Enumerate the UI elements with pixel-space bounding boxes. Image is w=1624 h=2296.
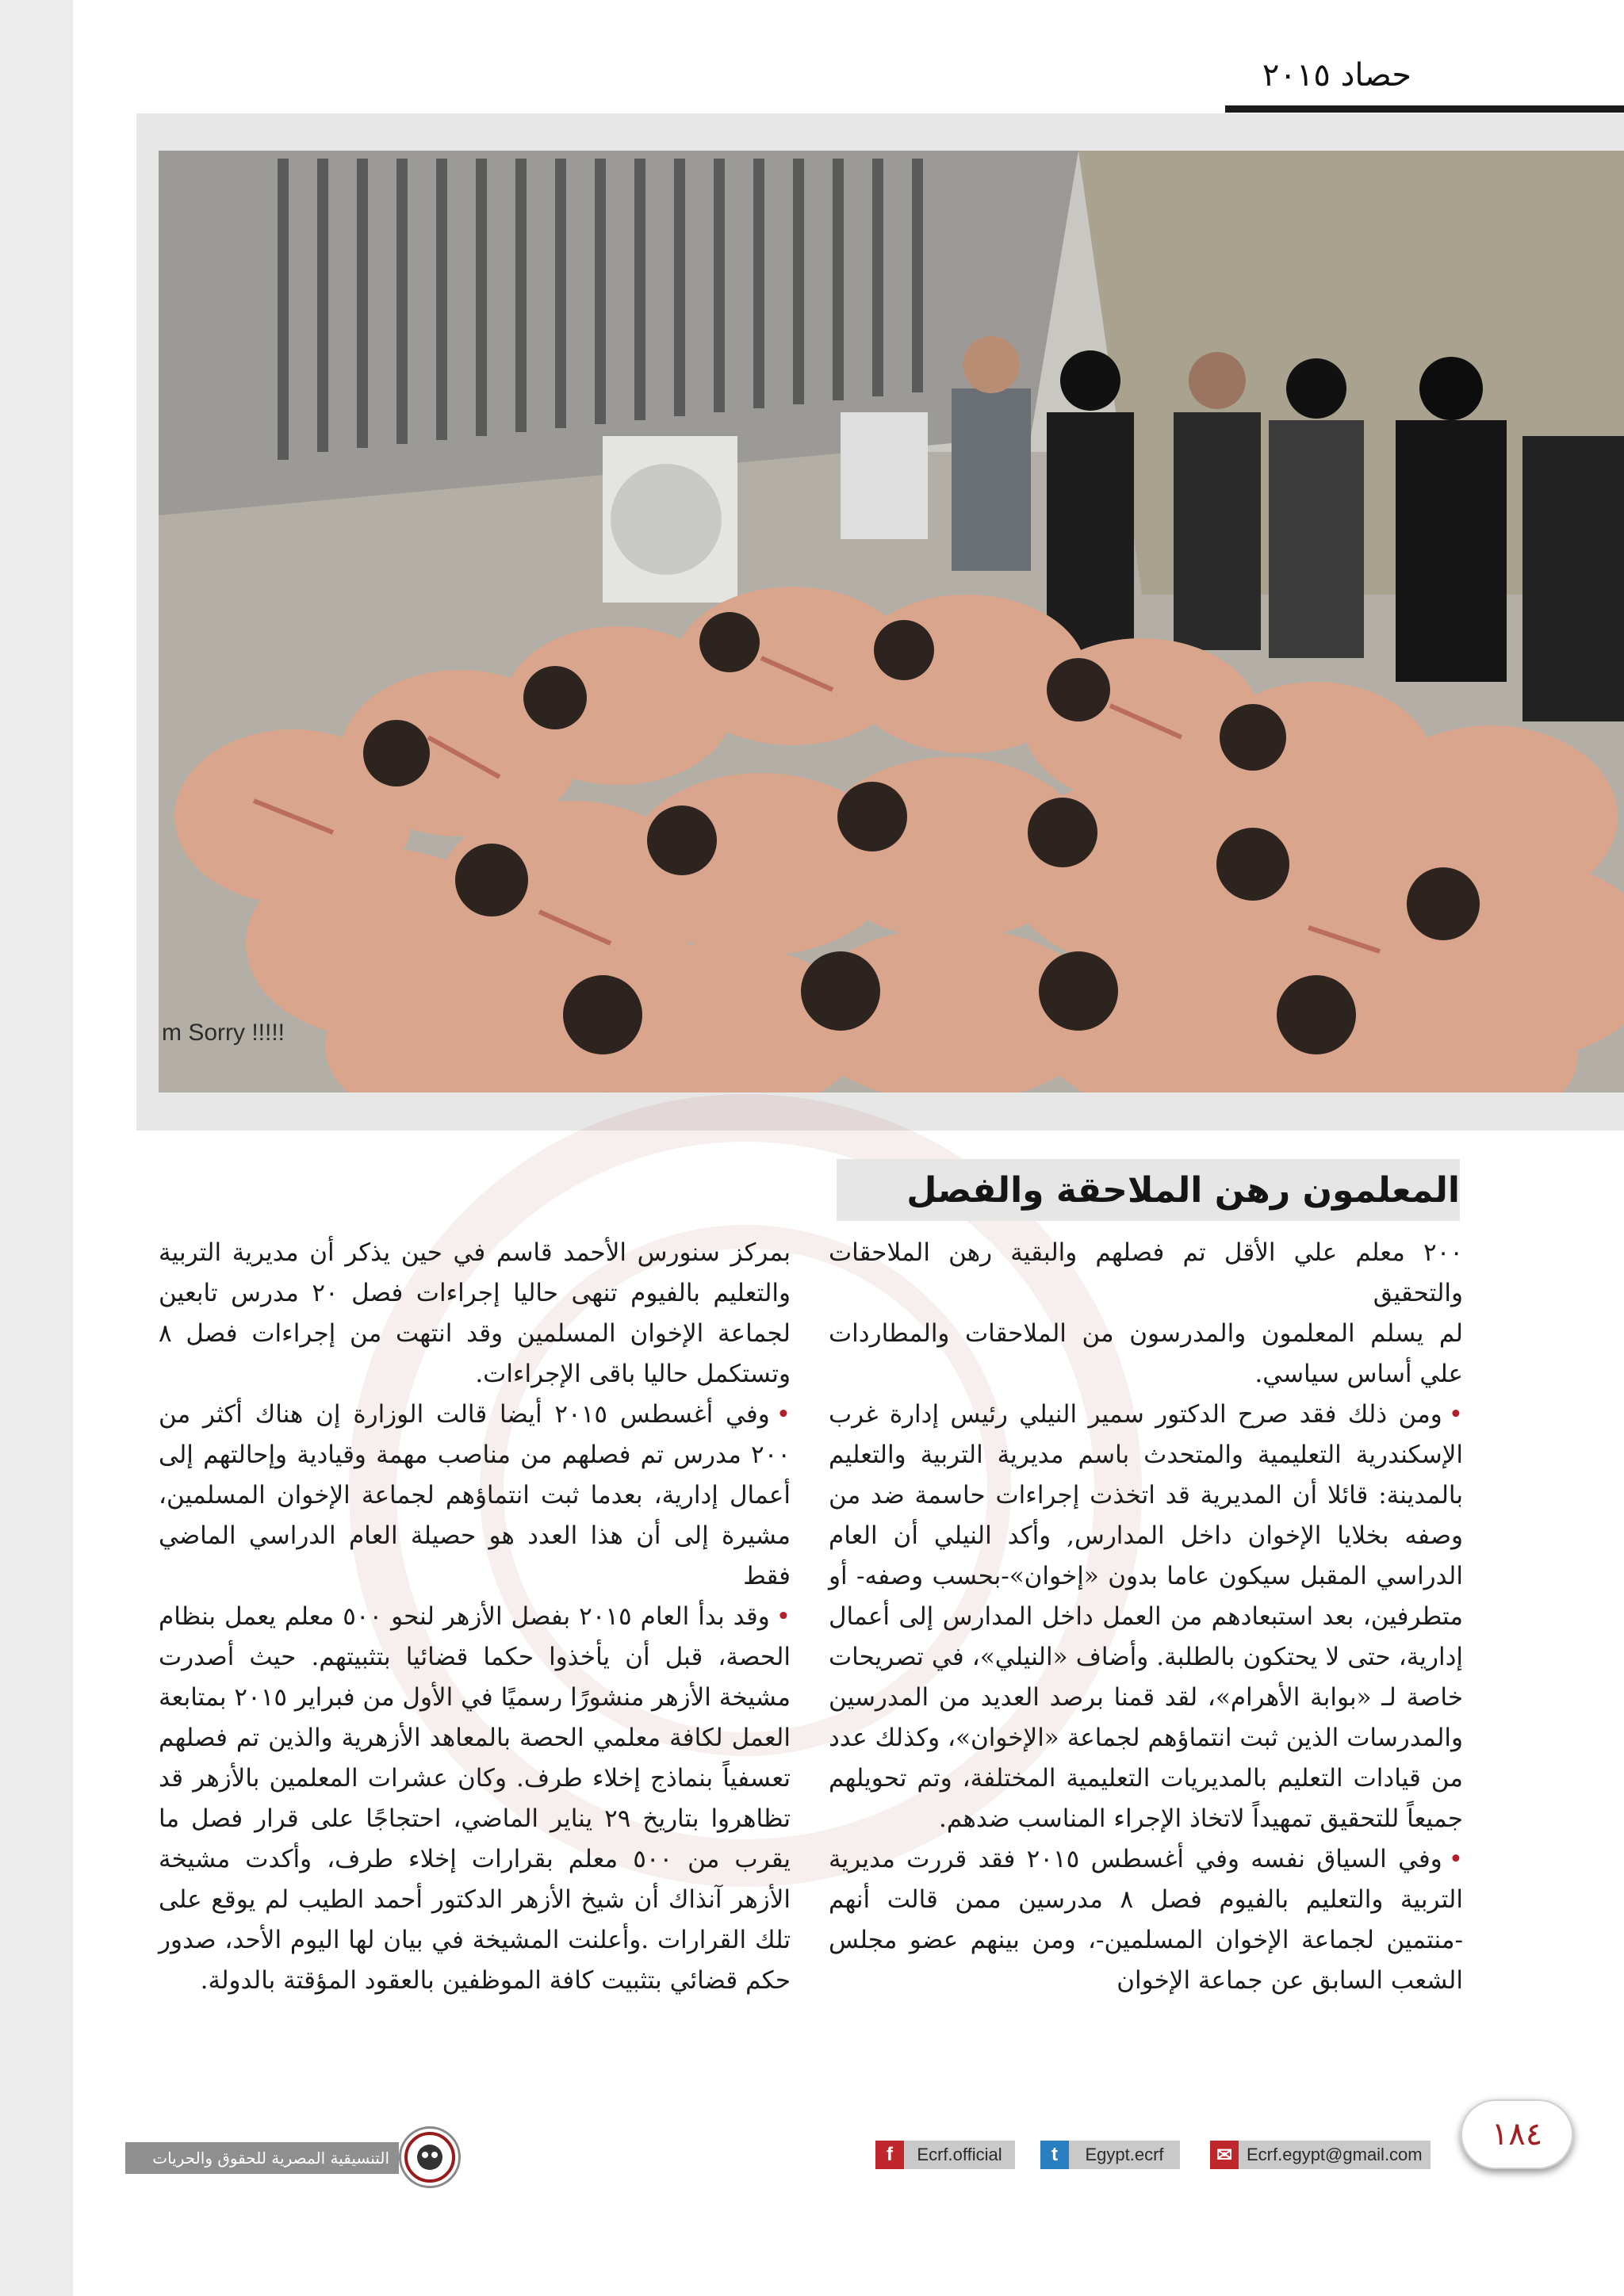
logo-emblem-icon <box>401 2129 458 2186</box>
twitter-icon: t <box>1040 2141 1069 2169</box>
running-header: حصاد ٢٠١٥ <box>1262 57 1411 94</box>
bullet-icon: • <box>776 1400 791 1429</box>
facebook-contact[interactable] <box>875 2141 1015 2169</box>
section-title: المعلمون رهن الملاحقة والفصل <box>906 1170 1460 1211</box>
twitter-contact[interactable] <box>1040 2141 1180 2169</box>
paragraph <box>159 1395 791 1597</box>
paragraph: بمركز سنورس الأحمد قاسم في حين يذكر أن مديرية التربية والتعليم بالفيوم تنهى حاليا إجراءات فصل ٢٠ مدرس تابعين لجماعة الإخوان المسلمين وقد انتهت من إجراءات فصل ٨ وتستكمل حاليا باقى الإجراءات. <box>159 1238 791 1388</box>
facebook-icon: f <box>875 2141 904 2169</box>
paragraph <box>829 1395 1463 1839</box>
paragraph-text: وفي أغسطس ٢٠١٥ أيضا قالت الوزارة إن هناك أكثر من ٢٠٠ مدرس تم فصلهم من مناصب مهمة وقيادية وإحالتهم إلى أعمال إدارية، بعدما ثبت انتماؤهم لجماعة الإخوان المسلمين، مشيرة إلى أن هذا العدد هو حصيلة العام الدراسي الماضي فقط <box>159 1400 791 1590</box>
paragraph: لم يسلم المعلمون والمدرسون من الملاحقات والمطاردات علي أساس سياسي. <box>829 1319 1463 1388</box>
photo-caption: m Sorry !!!!! <box>162 1020 285 1046</box>
paragraph-text: ومن ذلك فقد صرح الدكتور سمير النيلي رئيس إدارة غرب الإسكندرية التعليمية والمتحدث باسم مديرية التربية والتعليم بالمدينة: قائلا أن المديرية قد اتخذت إجراءات حاسمة ضد من وصفه بخلايا الإخوان داخل المدارس, وأكد النيلي أن العام الدراسي المقبل سيكون عاما بدون «إخوان»-بحسب وصفه- أو متطرفين، بعد استبعادهم من العمل داخل المدارس إلى أعمال إدارية، حتى لا يحتكون بالطلبة. وأضاف «النيلي»، في تصريحات خاصة لـ «بوابة الأهرام»، لقد قمنا برصد العديد من المدرسين والمدرسات الذين ثبت انتماؤهم لجماعة «الإخوان»، وكذلك عدد من قيادات التعليم بالمديريات التعليمية المختلفة، وتم تحويلهم جميعاً للتحقيق تمهيداً لاتخاذ الإجراء المناسب ضدهم. <box>829 1400 1463 1833</box>
email-text: Ecrf.egypt@gmail.com <box>1239 2141 1431 2169</box>
organization-logo <box>399 2126 461 2188</box>
twitter-text: Egypt.ecrf <box>1069 2141 1180 2169</box>
bullet-icon: • <box>776 1602 791 1631</box>
paragraph <box>829 1839 1463 2001</box>
article-photo <box>159 151 1624 1093</box>
article-column-left <box>159 1233 791 2001</box>
page-number-badge: ١٨٤ <box>1461 2099 1573 2169</box>
mail-icon: ✉ <box>1210 2141 1239 2169</box>
paragraph <box>159 1597 791 2001</box>
left-margin-strip <box>0 0 73 2296</box>
email-contact[interactable] <box>1210 2141 1431 2169</box>
paragraph-text: وفي السياق نفسه وفي أغسطس ٢٠١٥ فقد قررت مديرية التربية والتعليم بالفيوم فصل ٨ مدرسين ممن قالت أنهم -منتمين لجماعة الإخوان المسلمين-، ومن بينهم عضو مجلس الشعب السابق عن جماعة الإخوان <box>829 1845 1463 1995</box>
facebook-text: Ecrf.official <box>904 2141 1015 2169</box>
header-rule <box>1225 105 1624 113</box>
paragraph-text: وقد بدأ العام ٢٠١٥ بفصل الأزهر لنحو ٥٠٠ معلم يعمل بنظام الحصة، قبل أن يأخذوا حكما قضائيا بتثبيتهم. حيث أصدرت مشيخة الأزهر منشورًا رسميًا في الأول من فبراير ٢٠١٥ بمتابعة العمل لكافة معلمي الحصة بالمعاهد الأزهرية والذين تم فصلهم تعسفياً بنماذج إخلاء طرف. وكان عشرات المعلمين بالأزهر قد تظاهروا بتاريخ ٢٩ يناير الماضي، احتجاجًا على قرار فصل ما يقرب من ٥٠٠ معلم بقرارات إخلاء طرف، وأكدت مشيخة الأزهر آنذاك أن شيخ الأزهر الدكتور أحمد الطيب لم يوقع على تلك القرارات .وأعلنت المشيخة في بيان لها اليوم الأحد، صدور حكم قضائي بتثبيت كافة الموظفين بالعقود المؤقتة بالدولة. <box>159 1602 791 1995</box>
bullet-icon: • <box>1448 1400 1463 1429</box>
paragraph: ٢٠٠ معلم علي الأقل تم فصلهم والبقية رهن الملاحقات والتحقيق <box>829 1238 1463 1307</box>
organization-name: التنسيقية المصرية للحقوق والحريات <box>125 2142 399 2174</box>
article-column-right <box>829 1233 1463 2001</box>
bullet-icon: • <box>1448 1845 1463 1873</box>
section-heading <box>837 1159 1460 1221</box>
photo-illustration <box>159 151 1624 1093</box>
